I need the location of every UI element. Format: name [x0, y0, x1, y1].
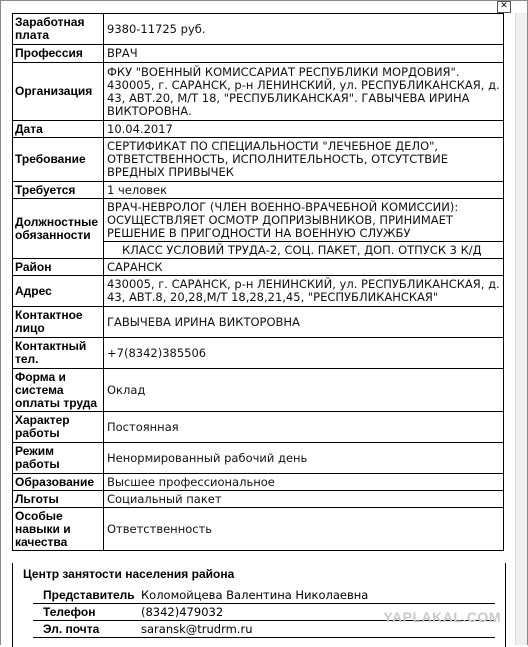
table-row [13, 508, 504, 551]
email-label: Эл. почта [43, 622, 100, 636]
table-row [13, 369, 504, 412]
payment-form-value: Оклад [104, 369, 504, 412]
phone-label: Телефон [43, 605, 96, 619]
work-schedule-value: Ненормированный рабочий день [104, 443, 504, 474]
table-row [13, 307, 504, 338]
organization-label: Организация [13, 63, 104, 121]
work-schedule-label: Режим работы [13, 443, 104, 474]
table-row [13, 63, 504, 121]
table-row [13, 474, 504, 491]
table-row [13, 259, 504, 276]
work-type-label: Характер работы [13, 412, 104, 443]
district-value: САРАНСК [104, 259, 504, 276]
requirement-value: СЕРТИФИКАТ ПО СПЕЦИАЛЬНОСТИ "ЛЕЧЕБНОЕ ДЕЛО", ОТВЕТСТВЕННОСТЬ, ИСПОЛНИТЕЛЬНОСТЬ, ОТСУТСТВИЕ ВРЕДНЫХ ПРИВЫЧЕК [104, 138, 504, 182]
duties-value: ВРАЧ-НЕВРОЛОГ (ЧЛЕН ВОЕННО-ВРАЧЕБНОЙ КОМИССИИ): ОСУЩЕСТВЛЯЕТ ОСМОТР ДОПРИЗЫВНИКОВ, ПРИНИМАЕТ РЕШЕНИЕ В ПРИГОДНОСТИ НА ВОЕННУЮ СЛУЖБУ [104, 199, 504, 242]
table-row [13, 443, 504, 474]
employment-center-section [12, 563, 506, 647]
payment-form-label: Форма и система оплаты труда [13, 369, 104, 412]
date-label: Дата [13, 121, 104, 138]
table-row [13, 121, 504, 138]
employment-center-title: Центр занятости населения района [23, 567, 235, 581]
education-label: Образование [13, 474, 104, 491]
representative-value: Коломойцева Валентина Николаевна [141, 588, 369, 602]
education-value: Высшее профессиональное [104, 474, 504, 491]
duties-extra-value: КЛАСС УСЛОВИЙ ТРУДА-2, СОЦ. ПАКЕТ, ДОП. ОТПУСК 3 К/Д [104, 242, 504, 259]
profession-value: ВРАЧ [104, 45, 504, 63]
special-skills-label: Особые навыки и качества [13, 508, 104, 551]
duties-label: Должностные обязанности [13, 199, 104, 259]
scrollbar[interactable] [515, 13, 527, 645]
representative-label: Представитель [43, 588, 135, 602]
table-row [13, 14, 504, 45]
table-row [13, 412, 504, 443]
representative-row [33, 587, 495, 604]
email-value[interactable]: saransk@trudrm.ru [141, 622, 253, 636]
contact-phone-value: +7(8342)385506 [104, 338, 504, 369]
address-value: 430005, г. САРАНСК, р-н ЛЕНИНСКИЙ, ул. РЕСПУБЛИКАНСКАЯ, д. 43, АВТ.8, 20,28,М/Т 18,28,21,45, "РЕСПУБЛИКАНСКАЯ" [104, 276, 504, 307]
table-row [13, 491, 504, 508]
benefits-value: Социальный пакет [104, 491, 504, 508]
table-row [13, 276, 504, 307]
address-label: Адрес [13, 276, 104, 307]
required-count-value: 1 человек [104, 182, 504, 199]
contact-phone-label: Контактный тел. [13, 338, 104, 369]
requirement-label: Требование [13, 138, 104, 182]
district-label: Район [13, 259, 104, 276]
contact-person-label: Контактное лицо [13, 307, 104, 338]
special-skills-value: Ответственность [104, 508, 504, 551]
organization-value: ФКУ "ВОЕННЫЙ КОМИССАРИАТ РЕСПУБЛИКИ МОРДОВИЯ". 430005, г. САРАНСК, р-н ЛЕНИНСКИЙ, ул. РЕСПУБЛИКАНСКАЯ, д. 43, АВТ.20, М/Т 18, "РЕСПУБЛИКАНСКАЯ". ГАВЫЧЕВА ИРИНА ВИКТОРОВНА. [104, 63, 504, 121]
benefits-label: Льготы [13, 491, 104, 508]
phone-value: (8342)479032 [141, 605, 224, 619]
salary-label: Заработная плата [13, 14, 104, 45]
work-type-value: Постоянная [104, 412, 504, 443]
profession-label: Профессия [13, 45, 104, 63]
table-row [13, 199, 504, 242]
table-row [13, 182, 504, 199]
salary-value: 9380-11725 руб. [104, 14, 504, 45]
watermark-logo: YAPLAKAL.COM [383, 609, 501, 625]
close-icon[interactable]: ✕ [497, 1, 511, 13]
date-value: 10.04.2017 [104, 121, 504, 138]
table-row [13, 338, 504, 369]
contact-person-value: ГАВЫЧЕВА ИРИНА ВИКТОРОВНА [104, 307, 504, 338]
vacancy-table [12, 13, 504, 551]
table-row [13, 45, 504, 63]
table-row [13, 138, 504, 182]
required-count-label: Требуется [13, 182, 104, 199]
